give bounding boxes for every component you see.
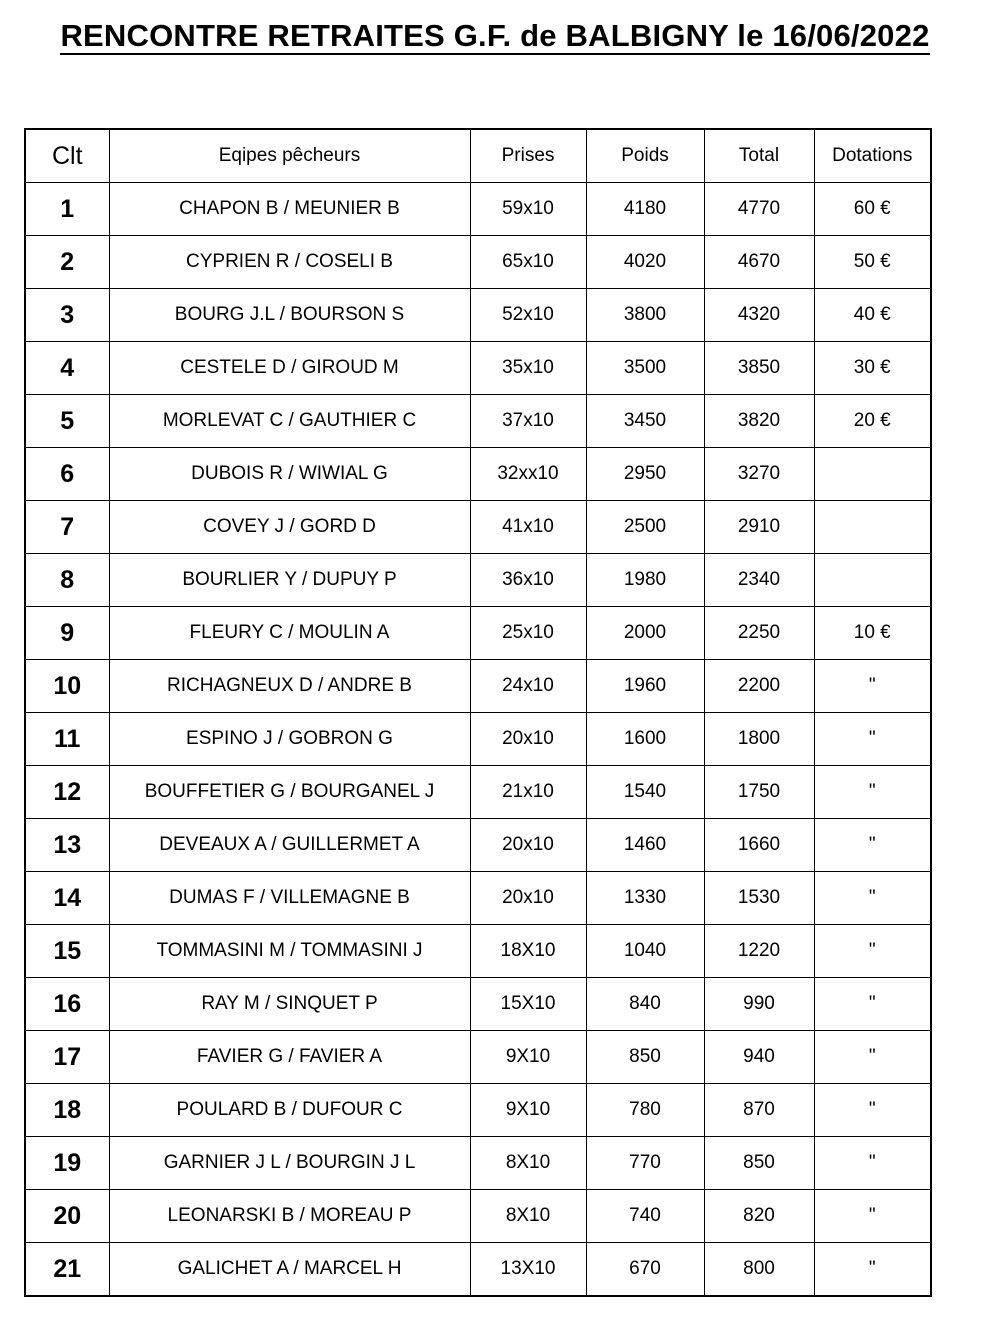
results-body <box>25 183 931 1297</box>
table-row <box>25 395 931 448</box>
cell-total: 820 <box>704 1190 814 1243</box>
table-row <box>25 819 931 872</box>
cell-clt: 10 <box>25 660 109 713</box>
cell-prises: 21x10 <box>470 766 586 819</box>
cell-prises: 35x10 <box>470 342 586 395</box>
cell-poids: 4020 <box>586 236 704 289</box>
cell-clt: 1 <box>25 183 109 236</box>
cell-prises: 9X10 <box>470 1084 586 1137</box>
cell-poids: 2000 <box>586 607 704 660</box>
table-row <box>25 236 931 289</box>
cell-total: 4770 <box>704 183 814 236</box>
cell-poids: 2500 <box>586 501 704 554</box>
cell-total: 1800 <box>704 713 814 766</box>
table-row <box>25 978 931 1031</box>
cell-team: MORLEVAT C / GAUTHIER C <box>109 395 470 448</box>
cell-poids: 780 <box>586 1084 704 1137</box>
cell-clt: 7 <box>25 501 109 554</box>
cell-dotation: " <box>814 1243 931 1297</box>
header-dotations: Dotations <box>814 129 931 183</box>
cell-poids: 850 <box>586 1031 704 1084</box>
cell-dotation: 10 € <box>814 607 931 660</box>
cell-total: 850 <box>704 1137 814 1190</box>
cell-prises: 13X10 <box>470 1243 586 1297</box>
cell-clt: 20 <box>25 1190 109 1243</box>
cell-prises: 59x10 <box>470 183 586 236</box>
header-clt: Clt <box>25 129 109 183</box>
table-row <box>25 1137 931 1190</box>
table-row <box>25 1243 931 1297</box>
cell-prises: 32xx10 <box>470 448 586 501</box>
table-row <box>25 607 931 660</box>
cell-poids: 1040 <box>586 925 704 978</box>
cell-prises: 8X10 <box>470 1137 586 1190</box>
cell-clt: 14 <box>25 872 109 925</box>
cell-clt: 18 <box>25 1084 109 1137</box>
cell-total: 990 <box>704 978 814 1031</box>
cell-poids: 670 <box>586 1243 704 1297</box>
cell-poids: 1960 <box>586 660 704 713</box>
cell-prises: 65x10 <box>470 236 586 289</box>
cell-clt: 9 <box>25 607 109 660</box>
cell-total: 2340 <box>704 554 814 607</box>
table-row <box>25 713 931 766</box>
cell-dotation: 50 € <box>814 236 931 289</box>
cell-team: GALICHET A / MARCEL H <box>109 1243 470 1297</box>
cell-poids: 2950 <box>586 448 704 501</box>
cell-poids: 770 <box>586 1137 704 1190</box>
table-header-row <box>25 129 931 183</box>
cell-team: POULARD B / DUFOUR C <box>109 1084 470 1137</box>
cell-dotation: 60 € <box>814 183 931 236</box>
cell-clt: 5 <box>25 395 109 448</box>
cell-dotation: " <box>814 1031 931 1084</box>
header-teams: Eqipes pêcheurs <box>109 129 470 183</box>
header-poids: Poids <box>586 129 704 183</box>
cell-clt: 13 <box>25 819 109 872</box>
cell-dotation: " <box>814 660 931 713</box>
cell-clt: 16 <box>25 978 109 1031</box>
cell-poids: 1460 <box>586 819 704 872</box>
cell-prises: 18X10 <box>470 925 586 978</box>
header-total: Total <box>704 129 814 183</box>
cell-clt: 3 <box>25 289 109 342</box>
cell-poids: 3450 <box>586 395 704 448</box>
cell-dotation: " <box>814 713 931 766</box>
cell-prises: 20x10 <box>470 713 586 766</box>
cell-team: CYPRIEN R / COSELI B <box>109 236 470 289</box>
table-row <box>25 342 931 395</box>
cell-dotation: " <box>814 1190 931 1243</box>
table-row <box>25 1031 931 1084</box>
header-prises: Prises <box>470 129 586 183</box>
page-title-wrapper <box>0 14 990 58</box>
cell-total: 870 <box>704 1084 814 1137</box>
cell-total: 4320 <box>704 289 814 342</box>
cell-team: CHAPON B / MEUNIER B <box>109 183 470 236</box>
cell-dotation <box>814 501 931 554</box>
cell-prises: 9X10 <box>470 1031 586 1084</box>
cell-team: DUBOIS R / WIWIAL G <box>109 448 470 501</box>
cell-dotation <box>814 448 931 501</box>
cell-total: 3820 <box>704 395 814 448</box>
cell-prises: 37x10 <box>470 395 586 448</box>
cell-team: GARNIER J L / BOURGIN J L <box>109 1137 470 1190</box>
cell-team: TOMMASINI M / TOMMASINI J <box>109 925 470 978</box>
cell-team: FLEURY C / MOULIN A <box>109 607 470 660</box>
cell-poids: 3500 <box>586 342 704 395</box>
cell-team: ESPINO J / GOBRON G <box>109 713 470 766</box>
table-row <box>25 289 931 342</box>
cell-prises: 8X10 <box>470 1190 586 1243</box>
table-row <box>25 1190 931 1243</box>
cell-dotation: 30 € <box>814 342 931 395</box>
cell-prises: 41x10 <box>470 501 586 554</box>
cell-prises: 24x10 <box>470 660 586 713</box>
cell-poids: 840 <box>586 978 704 1031</box>
table-row <box>25 1084 931 1137</box>
cell-team: COVEY J / GORD D <box>109 501 470 554</box>
cell-total: 800 <box>704 1243 814 1297</box>
cell-prises: 36x10 <box>470 554 586 607</box>
table-row <box>25 872 931 925</box>
table-row <box>25 448 931 501</box>
cell-team: BOUFFETIER G / BOURGANEL J <box>109 766 470 819</box>
cell-total: 3270 <box>704 448 814 501</box>
cell-team: FAVIER G / FAVIER A <box>109 1031 470 1084</box>
table-row <box>25 925 931 978</box>
cell-team: CESTELE D / GIROUD M <box>109 342 470 395</box>
cell-clt: 19 <box>25 1137 109 1190</box>
cell-clt: 12 <box>25 766 109 819</box>
cell-poids: 1540 <box>586 766 704 819</box>
cell-team: RAY M / SINQUET P <box>109 978 470 1031</box>
cell-clt: 8 <box>25 554 109 607</box>
table-row <box>25 554 931 607</box>
cell-dotation: " <box>814 766 931 819</box>
cell-team: DEVEAUX A / GUILLERMET A <box>109 819 470 872</box>
cell-prises: 15X10 <box>470 978 586 1031</box>
cell-prises: 25x10 <box>470 607 586 660</box>
cell-total: 3850 <box>704 342 814 395</box>
cell-clt: 2 <box>25 236 109 289</box>
cell-clt: 4 <box>25 342 109 395</box>
cell-dotation: " <box>814 925 931 978</box>
cell-total: 1750 <box>704 766 814 819</box>
results-table <box>24 128 932 1297</box>
cell-dotation <box>814 554 931 607</box>
cell-total: 1220 <box>704 925 814 978</box>
cell-team: BOURG J.L / BOURSON S <box>109 289 470 342</box>
page-title: RENCONTRE RETRAITES G.F. de BALBIGNY le 16/06/2022 <box>60 18 930 53</box>
cell-poids: 1980 <box>586 554 704 607</box>
cell-total: 4670 <box>704 236 814 289</box>
cell-total: 1660 <box>704 819 814 872</box>
cell-clt: 17 <box>25 1031 109 1084</box>
cell-poids: 1600 <box>586 713 704 766</box>
cell-clt: 15 <box>25 925 109 978</box>
cell-dotation: " <box>814 1137 931 1190</box>
cell-dotation: 40 € <box>814 289 931 342</box>
cell-total: 2200 <box>704 660 814 713</box>
cell-prises: 20x10 <box>470 872 586 925</box>
cell-dotation: 20 € <box>814 395 931 448</box>
cell-total: 1530 <box>704 872 814 925</box>
cell-dotation: " <box>814 978 931 1031</box>
cell-team: BOURLIER Y / DUPUY P <box>109 554 470 607</box>
cell-prises: 52x10 <box>470 289 586 342</box>
cell-clt: 21 <box>25 1243 109 1297</box>
table-row <box>25 660 931 713</box>
table-row <box>25 766 931 819</box>
cell-clt: 11 <box>25 713 109 766</box>
cell-poids: 4180 <box>586 183 704 236</box>
cell-dotation: " <box>814 819 931 872</box>
cell-clt: 6 <box>25 448 109 501</box>
cell-dotation: " <box>814 1084 931 1137</box>
cell-prises: 20x10 <box>470 819 586 872</box>
cell-poids: 1330 <box>586 872 704 925</box>
cell-total: 2910 <box>704 501 814 554</box>
cell-team: RICHAGNEUX D / ANDRE B <box>109 660 470 713</box>
cell-total: 2250 <box>704 607 814 660</box>
table-row <box>25 501 931 554</box>
cell-total: 940 <box>704 1031 814 1084</box>
table-row <box>25 183 931 236</box>
cell-dotation: " <box>814 872 931 925</box>
cell-poids: 740 <box>586 1190 704 1243</box>
cell-poids: 3800 <box>586 289 704 342</box>
cell-team: DUMAS F / VILLEMAGNE B <box>109 872 470 925</box>
cell-team: LEONARSKI B / MOREAU P <box>109 1190 470 1243</box>
